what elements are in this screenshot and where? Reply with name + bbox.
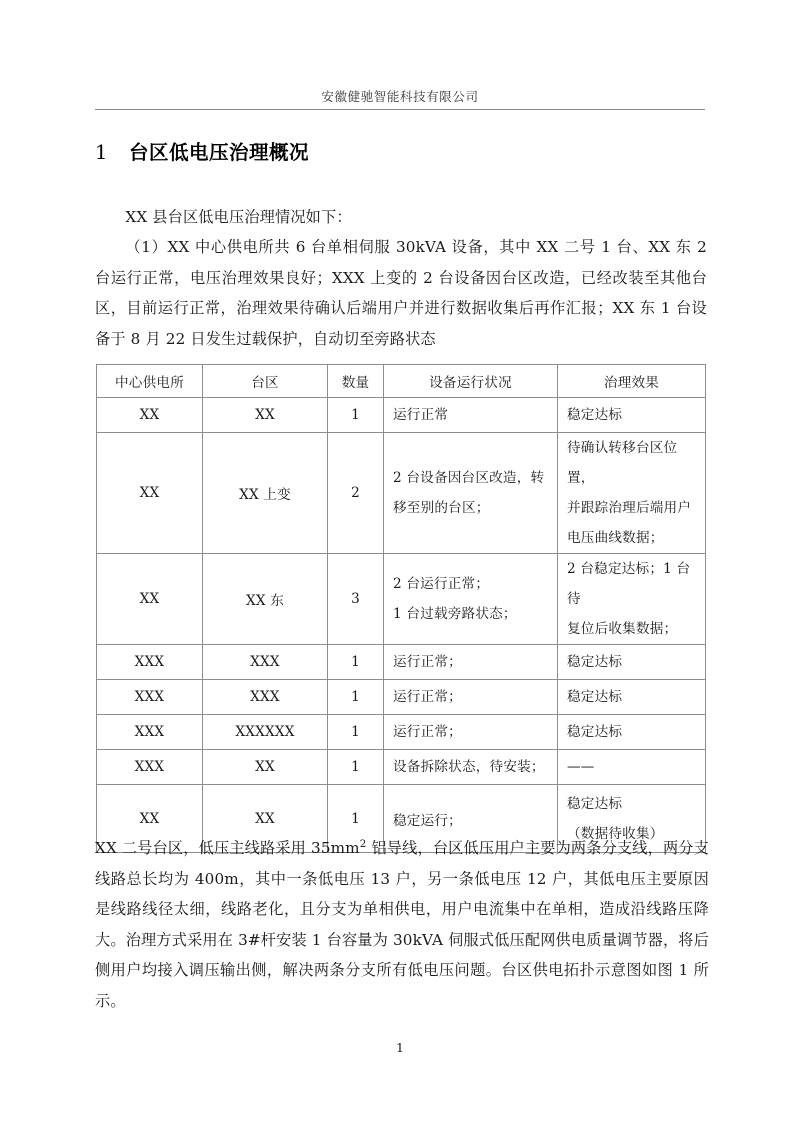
paragraph-tail-part1: XX 二号台区，低压主线路采用 35mm	[95, 839, 360, 857]
cell-station: XXX	[97, 680, 203, 715]
cell-qty: 1	[328, 398, 384, 433]
cell-effect	[558, 750, 706, 785]
cell-station: XX	[97, 554, 203, 645]
table-row	[97, 680, 706, 715]
cell-station: XXX	[97, 715, 203, 750]
status-line: 运行正常；	[393, 724, 462, 740]
status-line: 运行正常	[393, 407, 449, 423]
paragraph-topology-description	[95, 833, 709, 1016]
cell-area: XX 上变	[203, 433, 328, 554]
status-line: 1 台过载旁路状态；	[393, 606, 517, 622]
table-row	[97, 433, 706, 554]
cell-station: XX	[97, 398, 203, 433]
cell-area: XXXXXX	[203, 715, 328, 750]
cell-qty: 1	[328, 715, 384, 750]
effect-line: 复位后收集数据；	[567, 621, 678, 637]
table-row	[97, 554, 706, 645]
cell-effect	[558, 398, 706, 433]
cell-qty: 2	[328, 433, 384, 554]
effect-line: ——	[567, 759, 595, 775]
cell-area: XX	[203, 750, 328, 785]
effect-line: 稳定达标	[567, 654, 623, 670]
cell-area: XX	[203, 398, 328, 433]
col-header-status: 设备运行状况	[384, 365, 558, 398]
paragraph-item-one: （1）XX 中心供电所共 6 台单相伺服 30kVA 设备，其中 XX 二号 1 台、XX 东 2 台运行正常，电压治理效果良好；XXX 上变的 2 台设备因台区改造，已经改装至其他台区，目前运行正常，治理效果待确认后端用户并进行数据收集后再作汇报；XX 东 1 台设备于 8 月 22 日发生过载保护，自动切至旁路状态	[95, 238, 707, 348]
cell-area: XXX	[203, 680, 328, 715]
effect-line: 稳定达标	[567, 724, 623, 740]
cell-effect	[558, 433, 706, 554]
col-header-area: 台区	[203, 365, 328, 398]
table-row	[97, 645, 706, 680]
status-line: 2 台运行正常；	[393, 576, 490, 592]
paragraph-intro: XX 县台区低电压治理情况如下：	[125, 208, 352, 226]
running-header	[95, 88, 705, 110]
heading-text: 台区低电压治理概况	[129, 141, 310, 164]
footer-page-number: 1	[396, 1040, 404, 1055]
cell-station: XXX	[97, 645, 203, 680]
cell-area: XXX	[203, 645, 328, 680]
status-line: 运行正常；	[393, 689, 462, 705]
table-row	[97, 715, 706, 750]
header-divider-rule	[95, 109, 705, 110]
cell-station: XX	[97, 785, 203, 853]
cell-status	[384, 680, 558, 715]
cell-area: XX	[203, 785, 328, 853]
col-header-station: 中心供电所	[97, 365, 203, 398]
cell-qty: 1	[328, 680, 384, 715]
cell-effect	[558, 554, 706, 645]
effect-line: 稳定达标	[567, 407, 623, 423]
cell-status	[384, 398, 558, 433]
status-line: 设备拆除状态，待安装；	[393, 759, 545, 775]
cell-station: XX	[97, 433, 203, 554]
status-line: 移至别的台区；	[393, 500, 490, 516]
effect-line: 稳定达标	[567, 689, 623, 705]
effect-line: 电压曲线数据；	[567, 530, 664, 546]
table-row	[97, 750, 706, 785]
cell-area: XX 东	[203, 554, 328, 645]
status-line: 运行正常；	[393, 654, 462, 670]
cell-status	[384, 750, 558, 785]
effect-line: （数据待收集）	[567, 825, 664, 842]
page-title	[95, 139, 705, 167]
square-unit-superscript: 2	[359, 837, 367, 850]
col-header-effect: 治理效果	[558, 365, 706, 398]
cell-effect	[558, 680, 706, 715]
cell-qty: 1	[328, 750, 384, 785]
cell-status	[384, 715, 558, 750]
table-row	[97, 398, 706, 433]
paragraph-tail-part2: 铝导线，台区低压用户主要为两条分支线，两分支线路总长均为 400m，其中一条低电压 13 户，另一条低电压 12 户，其低电压主要原因是线路线径太细，线路老化，且分支为单相供电，用户电流集中在单相，造成沿线路压降大。治理方式采用在 3#杆安装 1 台容量为 30kVA 伺服式低压配网供电质量调节器，将后侧用户均接入调压输出侧，解决两条分支所有低电压问题。台区供电拓扑示意图如图 1 所示。	[95, 839, 709, 1010]
effect-line: 待确认转移台区位置，	[567, 440, 678, 486]
effect-line: 并跟踪治理后端用户	[567, 500, 692, 516]
cell-status	[384, 554, 558, 645]
cell-status	[384, 645, 558, 680]
effect-line: 稳定达标	[567, 795, 623, 812]
table-header-row	[97, 365, 706, 398]
cell-status	[384, 433, 558, 554]
cell-effect	[558, 645, 706, 680]
cell-station: XXX	[97, 750, 203, 785]
cell-qty: 1	[328, 785, 384, 853]
cell-qty: 1	[328, 645, 384, 680]
col-header-qty: 数量	[328, 365, 384, 398]
status-line: 2 台设备因台区改造，转	[393, 470, 545, 486]
cell-effect	[558, 715, 706, 750]
effect-line: 2 台稳定达标；1 台待	[567, 561, 691, 607]
heading-number: 1	[95, 141, 108, 164]
device-status-table	[96, 364, 706, 853]
cell-qty: 3	[328, 554, 384, 645]
header-company-name: 安徽健驰智能科技有限公司	[321, 89, 479, 104]
status-line: 稳定运行；	[393, 812, 462, 829]
